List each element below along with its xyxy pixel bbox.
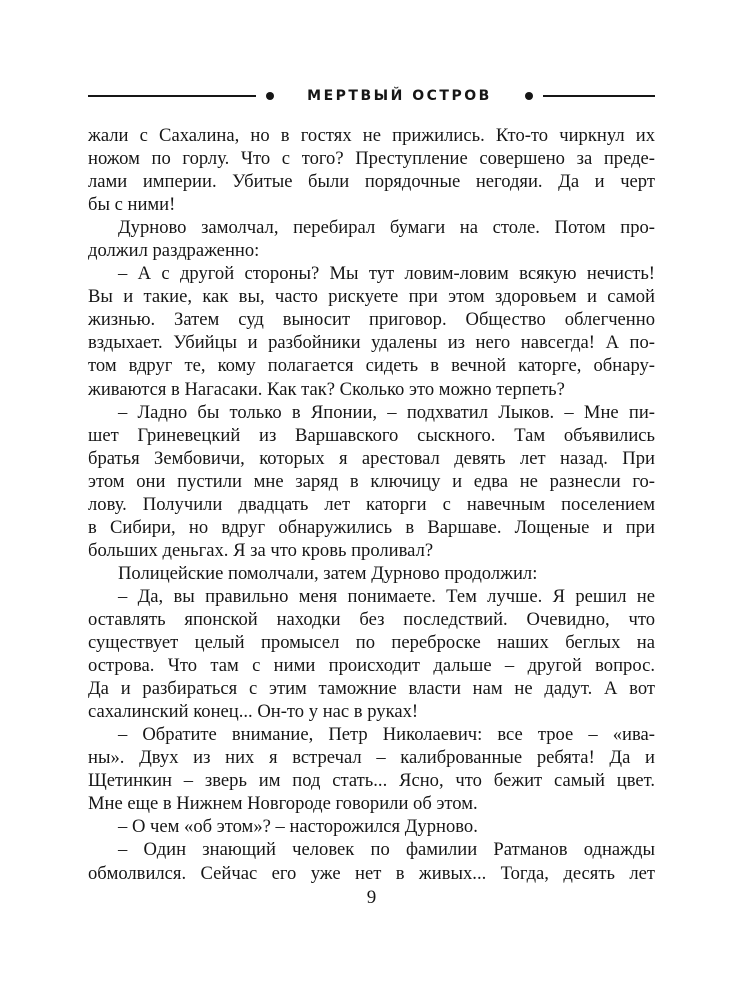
text-line: – А с другой стороны? Мы тут ловим-ловим всякую нечисть! bbox=[118, 263, 655, 285]
text-line: больших деньгах. Я за что кровь проливал? bbox=[88, 539, 434, 561]
text-line: – Ладно бы только в Японии, – подхватил Лыков. – Мне пи- bbox=[118, 401, 655, 423]
text-line: сахалинский конец... Он-то у нас в руках! bbox=[88, 701, 419, 723]
text-line: – Обратите внимание, Петр Николаевич: все трое – «ива- bbox=[118, 724, 655, 746]
text-line: в Сибири, но вдруг обнаружились в Варшаве. Лощеные и при bbox=[88, 516, 655, 538]
text-line: том вдруг те, кому полагается сидеть в вечной каторге, обнару- bbox=[88, 355, 655, 377]
text-line: Вы и такие, как вы, часто рискуете при этом здоровьем и самой bbox=[88, 286, 655, 308]
text-line: живаются в Нагасаки. Как так? Сколько это можно терпеть? bbox=[88, 378, 565, 400]
text-line: жизнью. Затем суд выносит приговор. Общество облегченно bbox=[88, 309, 655, 331]
text-line: Мне еще в Нижнем Новгороде говорили об этом. bbox=[88, 793, 478, 815]
text-line: оставлять японской находки без последствий. Очевидно, что bbox=[88, 608, 655, 630]
text-line: этом они пустили мне заряд в ключицу и едва не разнесли го- bbox=[88, 470, 655, 492]
text-line: – Один знающий человек по фамилии Ратманов однажды bbox=[118, 839, 655, 861]
text-line: жали с Сахалина, но в гостях не прижились. Кто-то чиркнул их bbox=[88, 125, 655, 146]
page-number: 9 bbox=[366, 887, 377, 908]
header-bullet-left bbox=[266, 92, 274, 100]
text-line: вздыхает. Убийцы и разбойники удалены из него навсегда! А по- bbox=[88, 332, 655, 354]
text-line: лову. Получили двадцать лет каторги с навечным поселением bbox=[88, 493, 655, 515]
text-line: ножом по горлу. Что с того? Преступление совершено за преде- bbox=[88, 148, 655, 170]
text-line: бы с ними! bbox=[88, 194, 176, 216]
text-line: острова. Что там с ними происходит дальше – другой вопрос. bbox=[88, 655, 655, 677]
text-line: существует целый промысел по переброске наших беглых на bbox=[88, 632, 655, 654]
header-bullet-right bbox=[525, 92, 533, 100]
text-line: ны». Двух из них я встречал – калиброванные ребята! Да и bbox=[88, 747, 655, 769]
text-line: Дурново замолчал, перебирал бумаги на столе. Потом про- bbox=[118, 217, 655, 239]
text-line: братья Зембовичи, которых я арестовал девять лет назад. При bbox=[88, 447, 655, 469]
body-text bbox=[88, 124, 655, 885]
running-header bbox=[88, 84, 655, 108]
text-line: шет Гриневецкий из Варшавского сыскного. Там объявились bbox=[88, 424, 655, 446]
text-line: Да и разбираться с этим таможние власти нам не дадут. А вот bbox=[88, 678, 655, 700]
header-rule-right bbox=[543, 95, 655, 97]
text-line: Щетинкин – зверь им под стать... Ясно, что бежит самый цвет. bbox=[88, 770, 655, 792]
text-line: – Да, вы правильно меня понимаете. Тем лучше. Я решил не bbox=[118, 585, 655, 607]
text-line: обмолвился. Сейчас его уже нет в живых... Тогда, десять лет bbox=[88, 862, 655, 884]
text-line: лами империи. Убитые были порядочные негодяи. Да и черт bbox=[88, 171, 655, 193]
text-line: – О чем «об этом»? – насторожился Дурново. bbox=[118, 816, 478, 838]
text-line: Полицейские помолчали, затем Дурново продолжил: bbox=[118, 562, 538, 584]
text-line: должил раздраженно: bbox=[88, 240, 260, 262]
header-rule-left bbox=[88, 95, 256, 97]
running-header-title: МЕРТВЫЙ ОСТРОВ bbox=[307, 88, 492, 104]
